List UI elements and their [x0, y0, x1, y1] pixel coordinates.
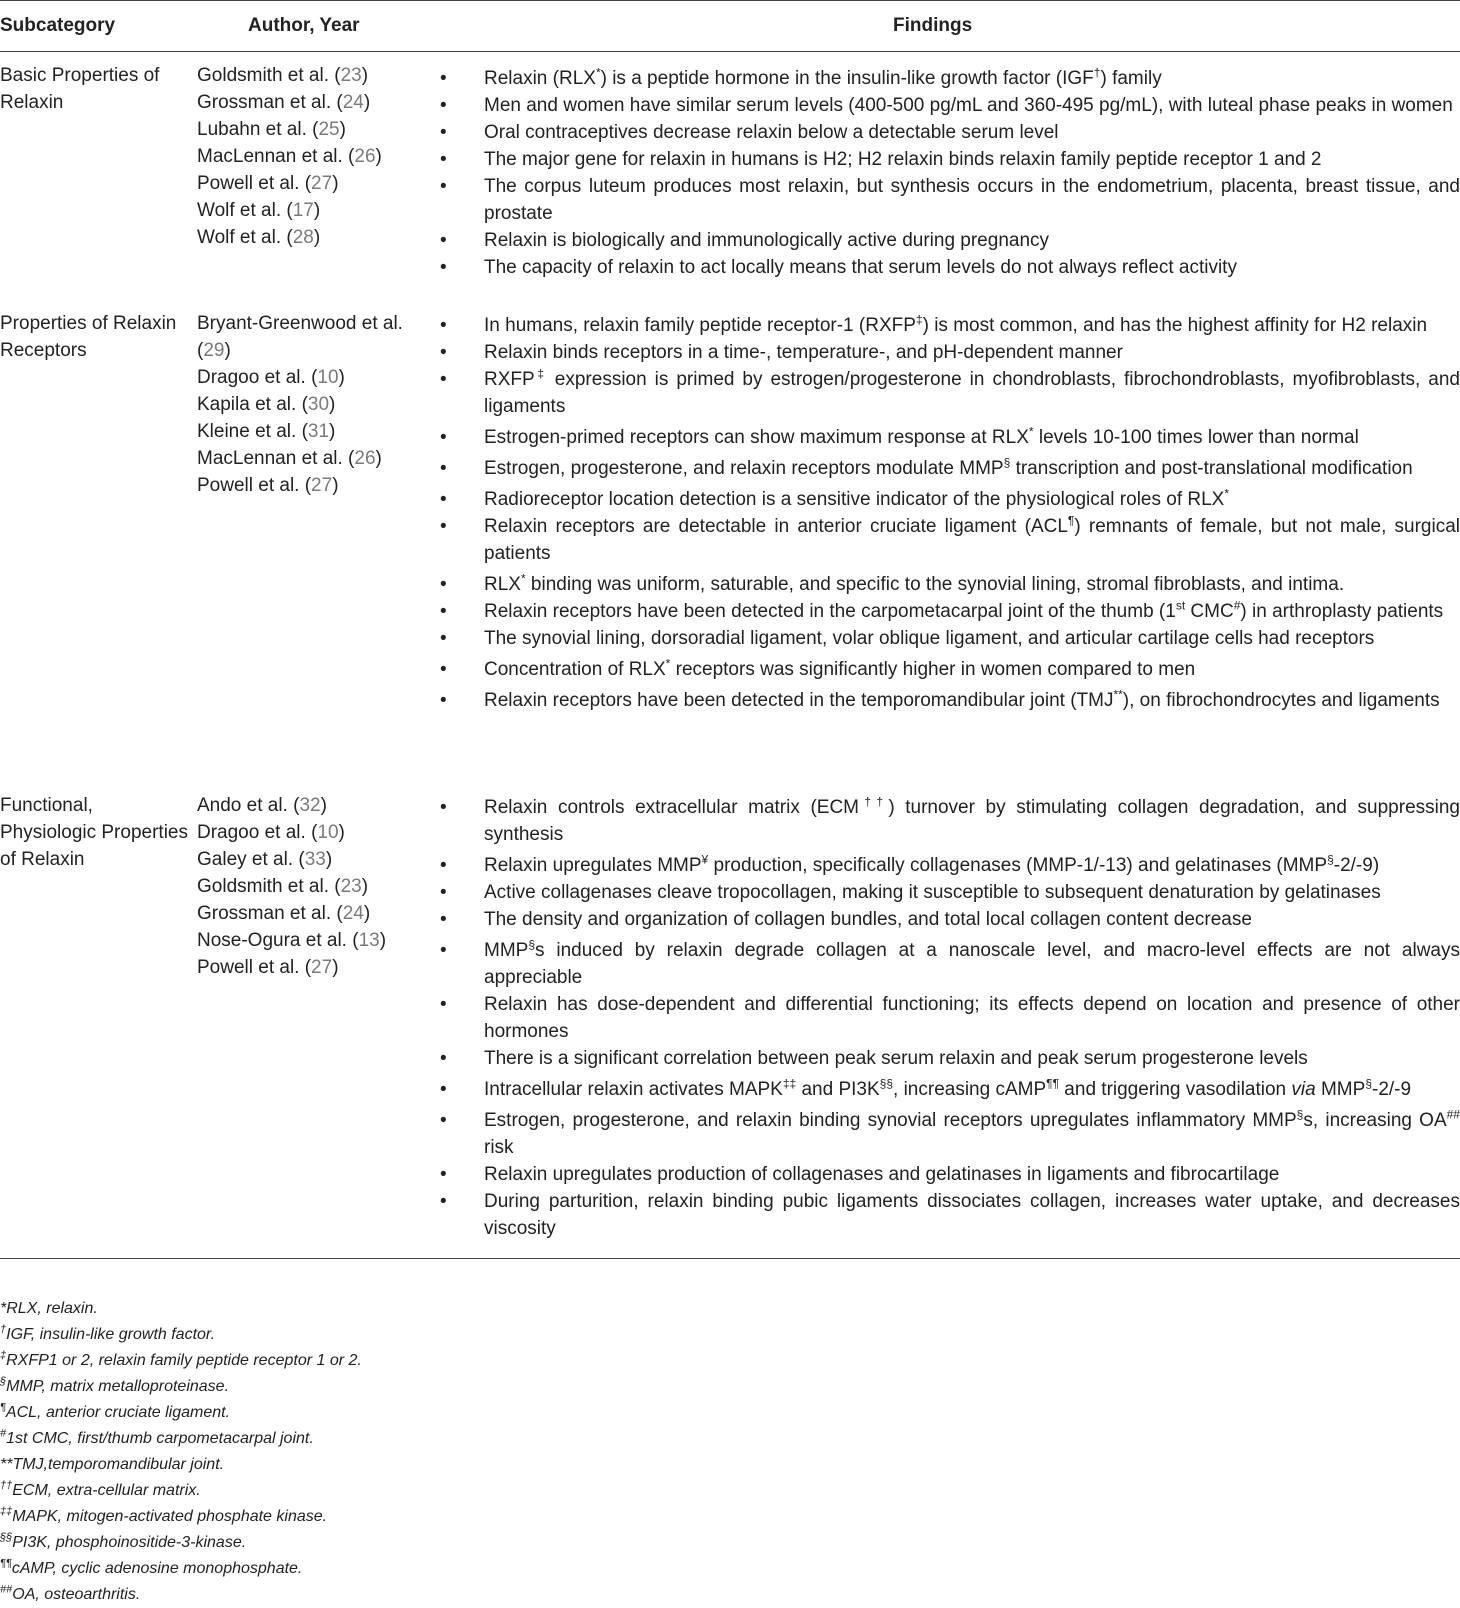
bullet-point: •: [440, 601, 447, 622]
finding-item: [440, 312, 1460, 339]
footnote-text: ACL, anterior cruciate ligament.: [5, 1404, 231, 1421]
author-ref: 13: [358, 930, 380, 951]
finding-text: receptors was significantly higher in women compared to men: [670, 659, 1196, 680]
finding-text: There is a significant correlation between peak serum relaxin and peak serum progesterone levels: [484, 1048, 1308, 1069]
bullet-point: •: [440, 458, 447, 479]
finding-text: Relaxin binds receptors in a time-, temperature-, and pH-dependent manner: [484, 342, 1123, 363]
finding-item: [440, 794, 1460, 848]
author-ref: 33: [304, 849, 326, 870]
author-entry: [197, 62, 422, 89]
finding-text: Relaxin upregulates MMP: [484, 855, 702, 876]
footnote-text: RXFP1 or 2, relaxin family peptide receptor 1 or 2.: [6, 1352, 362, 1369]
finding-text: Estrogen-primed receptors can show maximum response at RLX: [484, 427, 1029, 448]
footnote-text: OA, osteoarthritis.: [12, 1586, 141, 1603]
author-paren: ): [361, 876, 369, 897]
footnote-mark: ‡‡: [0, 1505, 13, 1518]
footnote-mark: ††: [859, 794, 889, 809]
bullet-point: •: [440, 1048, 447, 1069]
author-name: Wolf et al. (: [197, 200, 293, 221]
footnote-mark: §: [1296, 1107, 1304, 1122]
finding-item: [440, 65, 1460, 92]
author-ref: 32: [299, 795, 321, 816]
author-ref: 31: [307, 421, 330, 442]
finding-item: [440, 571, 1460, 598]
finding-text: levels 10-100 times lower than normal: [1033, 427, 1359, 448]
finding-text: Relaxin is biologically and immunologically active during pregnancy: [484, 230, 1050, 251]
finding-text: Relaxin receptors have been detected in the carpometacarpal joint of the thumb (1: [484, 601, 1176, 622]
author-paren: ): [361, 65, 369, 86]
finding-text: -2/-9): [1333, 855, 1380, 876]
footnote-text: MMP, matrix metalloproteinase.: [6, 1378, 230, 1395]
finding-item: [440, 513, 1460, 567]
finding-text: risk: [484, 1137, 514, 1158]
finding-item: [440, 1161, 1460, 1188]
footnote-mark: st: [1175, 598, 1186, 613]
author-entry: [197, 472, 422, 499]
bullet-point: •: [440, 1079, 447, 1100]
author-entry: [197, 170, 422, 197]
author-ref: 17: [292, 200, 314, 221]
finding-text: transcription and post-translational modification: [1010, 458, 1413, 479]
author-paren: ): [363, 903, 371, 924]
finding-item: [440, 366, 1460, 420]
footnote: [0, 1504, 362, 1530]
findings-cell: [440, 65, 1460, 281]
finding-text: s, increasing OA: [1303, 1110, 1447, 1131]
finding-text: Relaxin receptors are detectable in anterior cruciate ligament (ACL: [484, 516, 1068, 537]
footnote-mark: ¶¶: [1046, 1076, 1060, 1091]
author-paren: ): [375, 146, 382, 167]
footnote: [0, 1374, 362, 1400]
footnote: [0, 1530, 362, 1556]
finding-item: [440, 339, 1460, 366]
footnote-mark: †: [1093, 65, 1101, 80]
header-subcategory: Subcategory: [0, 15, 116, 36]
finding-item: [440, 937, 1460, 991]
author-ref: 27: [311, 957, 333, 978]
finding-item: [440, 625, 1460, 652]
footnote: [0, 1452, 362, 1478]
footnote: [0, 1582, 362, 1608]
footnote-mark: *: [595, 65, 601, 80]
author-paren: ): [313, 200, 321, 221]
footnote: [0, 1400, 362, 1426]
author-entry: [197, 310, 422, 364]
author-ref: 29: [203, 340, 225, 361]
bullet-point: •: [440, 489, 447, 510]
bullet-point: •: [440, 95, 447, 116]
footnote: [0, 1426, 362, 1452]
footnote-text: *RLX, relaxin.: [0, 1300, 98, 1317]
author-entry: [197, 954, 422, 981]
finding-text: Relaxin (RLX: [484, 68, 596, 89]
author-paren: ): [313, 227, 321, 248]
footnote-mark: ††: [0, 1479, 13, 1492]
author-ref: 30: [307, 394, 330, 415]
footnote-text: MAPK, mitogen-activated phosphate kinase.: [12, 1508, 328, 1525]
finding-item: [440, 656, 1460, 683]
author-name: Nose-Ogura et al. (: [197, 930, 359, 951]
footnote: [0, 1296, 362, 1322]
finding-item: [440, 146, 1460, 173]
author-paren: ): [320, 795, 327, 816]
author-paren: ): [339, 119, 346, 140]
footnote-text: **TMJ,temporomandibular joint.: [0, 1456, 225, 1473]
footnote-mark: §: [528, 937, 536, 952]
footnote-mark: §: [1365, 1076, 1372, 1091]
author-entry: [197, 224, 422, 251]
author-ref: 26: [354, 448, 376, 469]
author-ref: 25: [318, 119, 340, 140]
finding-text: and triggering vasodilation: [1059, 1079, 1292, 1100]
footnote-mark: #: [0, 1427, 7, 1440]
finding-text: Estrogen, progesterone, and relaxin receptors modulate MMP: [484, 458, 1004, 479]
finding-text: Oral contraceptives decrease relaxin below a detectable serum level: [484, 122, 1059, 143]
bullet-point: •: [440, 940, 447, 961]
finding-text: ), on fibrochondrocytes and ligaments: [1122, 690, 1440, 711]
header-findings: Findings: [893, 15, 973, 36]
finding-text: binding was uniform, saturable, and specific to the synovial lining, stromal fibroblasts, and intima.: [525, 574, 1345, 595]
author-ref: 26: [354, 146, 376, 167]
author-paren: ): [338, 367, 345, 388]
authors-cell: [197, 310, 422, 499]
author-ref: 10: [317, 367, 339, 388]
subcategory-cell: Properties of Relaxin Receptors: [0, 313, 177, 361]
footnote: [0, 1322, 362, 1348]
author-entry: [197, 116, 422, 143]
finding-item: [440, 119, 1460, 146]
bullet-point: •: [440, 257, 447, 278]
authors-cell: [197, 62, 422, 251]
finding-text: Relaxin controls extracellular matrix (ECM: [484, 797, 859, 818]
finding-item: [440, 455, 1460, 482]
author-name: Wolf et al. (: [197, 227, 293, 248]
author-name: Grossman et al. (: [197, 92, 343, 113]
author-name: Ando et al. (: [197, 795, 300, 816]
finding-text: , increasing cAMP: [893, 1079, 1047, 1100]
author-name: Bryant-Greenwood et al. (: [197, 313, 403, 361]
finding-text: The corpus luteum produces most relaxin, but synthesis occurs in the endometrium, placenta, breast tissue, and prostate: [484, 176, 1460, 224]
finding-text: During parturition, relaxin binding pubic ligaments dissociates collagen, increases water uptake, and decreases viscosity: [484, 1191, 1460, 1239]
footnote-mark: ¶¶: [0, 1557, 12, 1570]
author-entry: [197, 197, 422, 224]
finding-text: Intracellular relaxin activates MAPK: [484, 1079, 783, 1100]
author-entry: [197, 89, 422, 116]
footnote: [0, 1348, 362, 1374]
finding-text: Relaxin receptors have been detected in the temporomandibular joint (TMJ: [484, 690, 1114, 711]
author-name: Galey et al. (: [197, 849, 305, 870]
bullet-point: •: [440, 176, 447, 197]
finding-text: and PI3K: [796, 1079, 880, 1100]
footnote-text: 1st CMC, first/thumb carpometacarpal joint.: [6, 1430, 314, 1447]
bullet-point: •: [440, 1164, 447, 1185]
footnote-text: PI3K, phosphoinositide-3-kinase.: [12, 1534, 247, 1551]
bullet-point: •: [440, 516, 447, 537]
finding-item: [440, 852, 1460, 879]
footnote: [0, 1556, 362, 1582]
bullet-point: •: [440, 230, 447, 251]
author-ref: 10: [317, 822, 339, 843]
author-paren: ): [325, 849, 333, 870]
author-name: MacLennan et al. (: [197, 146, 355, 167]
finding-text: production, specifically collagenases (MMP-1/-13) and gelatinases (MMP: [708, 855, 1328, 876]
finding-item: [440, 254, 1460, 281]
footnotes: [0, 1296, 362, 1608]
author-paren: ): [329, 394, 336, 415]
findings-cell: [440, 794, 1460, 1242]
finding-item: [440, 906, 1460, 933]
finding-text: The density and organization of collagen bundles, and total local collagen content decrease: [484, 909, 1252, 930]
author-entry: [197, 445, 422, 472]
finding-text: Men and women have similar serum levels (400-500 pg/mL and 360-495 pg/mL), with luteal phase peaks in women: [484, 95, 1453, 116]
bullet-point: •: [440, 574, 447, 595]
bullet-point: •: [440, 909, 447, 930]
finding-item: [440, 227, 1460, 254]
bullet-point: •: [440, 315, 447, 336]
author-paren: ): [224, 340, 231, 361]
finding-item: [440, 598, 1460, 625]
bullet-point: •: [440, 659, 447, 680]
footnote-mark: #: [1233, 598, 1241, 613]
finding-text: RXFP: [484, 369, 535, 390]
finding-text: ) in arthroplasty patients: [1240, 601, 1444, 622]
author-ref: 23: [340, 65, 362, 86]
finding-text: Concentration of RLX: [484, 659, 666, 680]
author-entry: [197, 873, 422, 900]
finding-text: ) turnover by stimulating collagen degradation, and suppressing synthesis: [484, 797, 1460, 845]
footnote-mark: §§: [879, 1076, 894, 1091]
footnote-text: ECM, extra-cellular matrix.: [12, 1482, 201, 1499]
bullet-point: •: [440, 149, 447, 170]
author-entry: [197, 364, 422, 391]
finding-text: via: [1291, 1079, 1316, 1100]
bullet-point: •: [440, 427, 447, 448]
subcategory-cell: Basic Properties of Relaxin: [0, 65, 160, 113]
finding-item: [440, 1188, 1460, 1242]
bullet-point: •: [440, 122, 447, 143]
footnote-mark: §§: [0, 1531, 13, 1544]
finding-text: MMP: [484, 940, 529, 961]
table-header: [0, 0, 1460, 52]
table-bottom-rule: [0, 1258, 1460, 1259]
bullet-point: •: [440, 797, 447, 818]
bullet-point: •: [440, 628, 447, 649]
author-paren: ): [363, 92, 371, 113]
footnote-mark: ‡: [0, 1349, 7, 1362]
finding-item: [440, 879, 1460, 906]
footnote-mark: ¶: [1067, 513, 1075, 528]
finding-text: The synovial lining, dorsoradial ligament, volar oblique ligament, and articular cartilage cells had receptors: [484, 628, 1375, 649]
finding-item: [440, 1045, 1460, 1072]
header-author-year: Author, Year: [248, 15, 360, 36]
author-paren: ): [332, 173, 339, 194]
bullet-point: •: [440, 855, 447, 876]
finding-item: [440, 424, 1460, 451]
footnote-mark: *: [1028, 424, 1034, 439]
finding-text: In humans, relaxin family peptide receptor-1 (RXFP: [484, 315, 916, 336]
finding-item: [440, 92, 1460, 119]
footnote-mark: §: [1003, 455, 1011, 470]
author-ref: 24: [342, 92, 364, 113]
bullet-point: •: [440, 342, 447, 363]
bullet-point: •: [440, 369, 447, 390]
bullet-point: •: [440, 994, 447, 1015]
author-name: MacLennan et al. (: [197, 448, 355, 469]
finding-text: ) remnants of female, but not male, surgical patients: [484, 516, 1460, 564]
footnote-mark: †: [0, 1323, 7, 1336]
author-ref: 24: [342, 903, 364, 924]
finding-text: Estrogen, progesterone, and relaxin binding synovial receptors upregulates inflammatory MMP: [484, 1110, 1297, 1131]
footnote-mark: ‡: [534, 366, 547, 381]
author-entry: [197, 391, 422, 418]
finding-text: ) is most common, and has the highest affinity for H2 relaxin: [922, 315, 1428, 336]
finding-text: CMC: [1185, 601, 1234, 622]
finding-text: ) is a peptide hormone in the insulin-like growth factor (IGF: [600, 68, 1094, 89]
finding-text: -2/-9: [1372, 1079, 1412, 1100]
finding-item: [440, 173, 1460, 227]
footnote-mark: ¶: [0, 1401, 6, 1414]
author-entry: [197, 819, 422, 846]
bullet-point: •: [440, 1110, 447, 1131]
finding-text: RLX: [484, 574, 521, 595]
finding-text: expression is primed by estrogen/progesterone in chondroblasts, fibrochondroblasts, myofibroblasts, and ligaments: [484, 369, 1460, 417]
finding-text: The major gene for relaxin in humans is H2; H2 relaxin binds relaxin family peptide receptor 1 and 2: [484, 149, 1322, 170]
finding-text: Radioreceptor location detection is a sensitive indicator of the physiological roles of RLX: [484, 489, 1225, 510]
author-entry: [197, 143, 422, 170]
author-name: Goldsmith et al. (: [197, 65, 341, 86]
finding-item: [440, 687, 1460, 714]
author-name: Grossman et al. (: [197, 903, 343, 924]
footnote-mark: *: [520, 571, 526, 586]
bullet-point: •: [440, 690, 447, 711]
author-paren: ): [379, 930, 387, 951]
subcategory-cell: Functional, Physiologic Properties of Relaxin: [0, 795, 188, 870]
author-name: Powell et al. (: [197, 957, 312, 978]
finding-text: Relaxin has dose-dependent and differential functioning; its effects depend on location and presence of other hormones: [484, 994, 1460, 1042]
author-ref: 27: [311, 475, 333, 496]
footnote-mark: §: [1327, 852, 1334, 867]
finding-item: [440, 1107, 1460, 1161]
footnote-mark: *: [1224, 486, 1230, 501]
findings-cell: [440, 312, 1460, 714]
author-entry: [197, 846, 422, 873]
author-paren: ): [338, 822, 345, 843]
author-ref: 27: [311, 173, 333, 194]
author-ref: 28: [292, 227, 314, 248]
author-entry: [197, 900, 422, 927]
author-name: Kleine et al. (: [197, 421, 308, 442]
author-name: Powell et al. (: [197, 475, 312, 496]
author-paren: ): [332, 957, 339, 978]
author-name: Kapila et al. (: [197, 394, 308, 415]
author-ref: 23: [340, 876, 362, 897]
author-paren: ): [329, 421, 336, 442]
footnote-mark: §: [0, 1375, 7, 1388]
footnote: [0, 1478, 362, 1504]
author-entry: [197, 927, 422, 954]
author-entry: [197, 418, 422, 445]
bullet-point: •: [440, 882, 447, 903]
finding-item: [440, 991, 1460, 1045]
footnote-mark: ¥: [701, 852, 709, 867]
footnote-mark: *: [665, 656, 671, 671]
author-name: Lubahn et al. (: [197, 119, 319, 140]
footnote-mark: **: [1113, 687, 1123, 702]
finding-text: Relaxin upregulates production of collagenases and gelatinases in ligaments and fibrocartilage: [484, 1164, 1280, 1185]
finding-text: The capacity of relaxin to act locally means that serum levels do not always reflect activity: [484, 257, 1237, 278]
author-name: Goldsmith et al. (: [197, 876, 341, 897]
bullet-point: •: [440, 1191, 447, 1212]
finding-text: MMP: [1315, 1079, 1366, 1100]
authors-cell: [197, 792, 422, 981]
footnote-text: cAMP, cyclic adenosine monophosphate.: [11, 1560, 303, 1577]
footnote-mark: ##: [1446, 1107, 1460, 1122]
author-paren: ): [332, 475, 339, 496]
finding-text: ) family: [1100, 68, 1162, 89]
finding-text: s induced by relaxin degrade collagen at a nanoscale level, and macro-level effects are not always appreciable: [484, 940, 1460, 988]
finding-text: Active collagenases cleave tropocollagen, making it susceptible to subsequent denaturation by gelatinases: [484, 882, 1381, 903]
footnote-mark: ##: [0, 1583, 13, 1596]
finding-item: [440, 486, 1460, 513]
finding-item: [440, 1076, 1460, 1103]
author-paren: ): [375, 448, 382, 469]
footnote-mark: ‡‡: [782, 1076, 797, 1091]
footnote-mark: ‡: [915, 312, 923, 327]
author-name: Powell et al. (: [197, 173, 312, 194]
bullet-point: •: [440, 68, 447, 89]
author-entry: [197, 792, 422, 819]
author-name: Dragoo et al. (: [197, 822, 318, 843]
author-name: Dragoo et al. (: [197, 367, 318, 388]
footnote-text: IGF, insulin-like growth factor.: [6, 1326, 216, 1343]
